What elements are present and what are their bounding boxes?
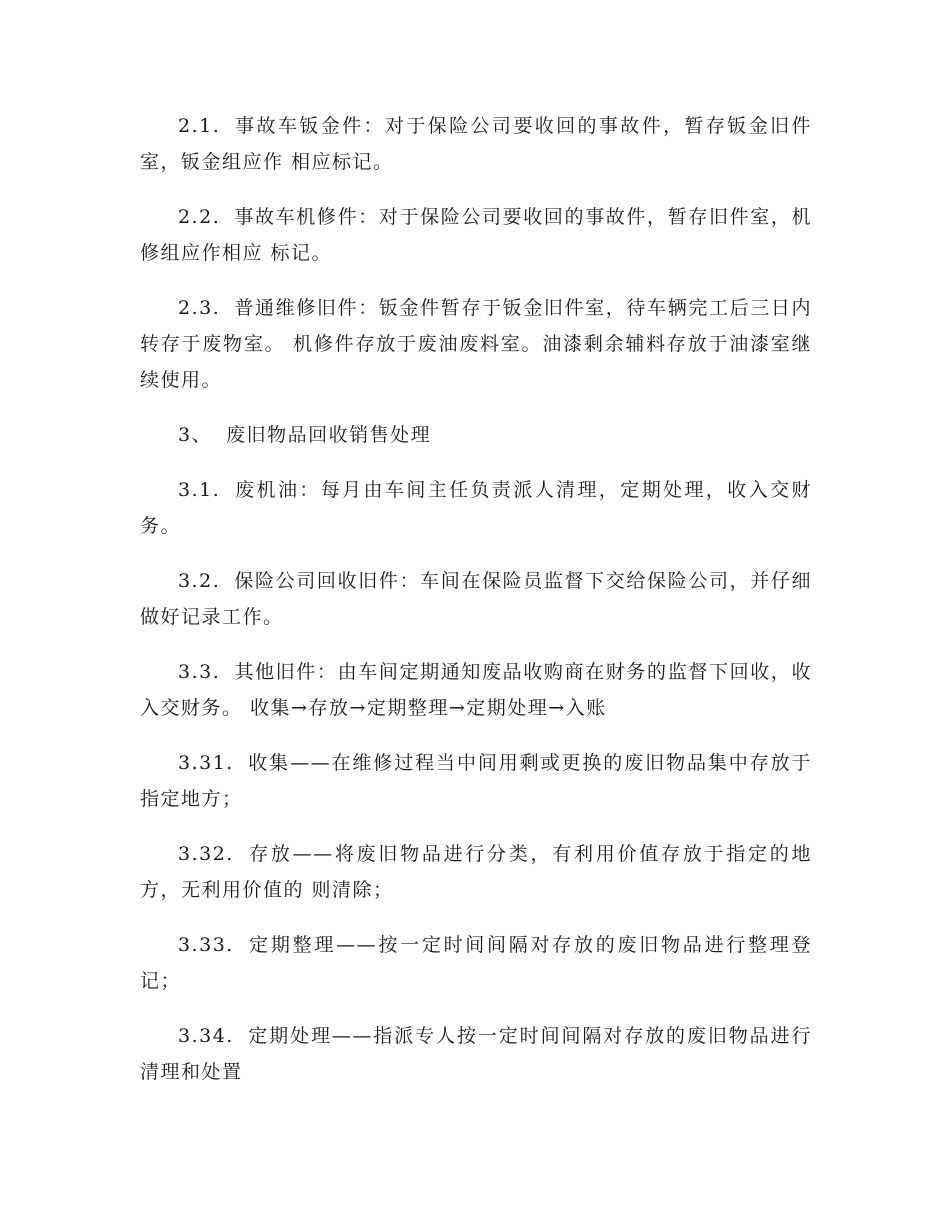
paragraph-text: 收集——在维修过程当中间用剩或更换的废旧物品集中存放于指定地方； xyxy=(140,752,812,810)
paragraph-text: 事故车钣金件：对于保险公司要收回的事故件，暂存钣金旧件室，钣金组应作 相应标记。 xyxy=(140,115,812,173)
paragraph-number: 3.32. xyxy=(178,843,234,865)
paragraph-text: 其他旧件：由车间定期通知废品收购商在财务的监督下回收，收入交财务。 收集→存放→定期整理→定期处理→入账 xyxy=(140,661,812,719)
paragraph-text: 存放——将废旧物品进行分类，有利用价值存放于指定的地方，无利用价值的 则清除； xyxy=(140,843,812,901)
paragraph-text: 废机油：每月由车间主任负责派人清理，定期处理，收入交财务。 xyxy=(140,479,812,537)
paragraph-number: 3.33. xyxy=(178,934,234,956)
section-title: 废旧物品回收销售处理 xyxy=(226,424,432,446)
document-body xyxy=(140,108,812,1109)
paragraph-2-3 xyxy=(140,290,812,398)
paragraph-number: 3.31. xyxy=(178,752,234,774)
paragraph-number: 2.2. xyxy=(178,206,221,228)
paragraph-text: 普通维修旧件：钣金件暂存于钣金旧件室，待车辆完工后三日内转存于废物室。 机修件存放于废油废料室。油漆剩余辅料存放于油漆室继续使用。 xyxy=(140,297,812,391)
paragraph-2-1 xyxy=(140,108,812,180)
paragraph-text: 定期处理——指派专人按一定时间间隔对存放的废旧物品进行清理和处置 xyxy=(140,1025,812,1083)
paragraph-3-33 xyxy=(140,927,812,999)
paragraph-number: 2.3. xyxy=(178,297,221,319)
paragraph-number: 3.1. xyxy=(178,479,221,501)
paragraph-text: 事故车机修件：对于保险公司要收回的事故件，暂存旧件室，机修组应作相应 标记。 xyxy=(140,206,812,264)
section-number: 3、 xyxy=(178,424,213,446)
paragraph-number: 3.34. xyxy=(178,1025,234,1047)
section-heading-3 xyxy=(140,417,812,453)
paragraph-number: 2.1. xyxy=(178,115,221,137)
paragraph-2-2 xyxy=(140,199,812,271)
paragraph-3-31 xyxy=(140,745,812,817)
paragraph-number: 3.3. xyxy=(178,661,221,683)
paragraph-3-1 xyxy=(140,472,812,544)
paragraph-number: 3.2. xyxy=(178,570,221,592)
paragraph-text: 保险公司回收旧件：车间在保险员监督下交给保险公司，并仔细做好记录工作。 xyxy=(140,570,812,628)
paragraph-3-34 xyxy=(140,1018,812,1090)
paragraph-text: 定期整理——按一定时间间隔对存放的废旧物品进行整理登记； xyxy=(140,934,812,992)
paragraph-3-2 xyxy=(140,563,812,635)
paragraph-3-32 xyxy=(140,836,812,908)
paragraph-3-3 xyxy=(140,654,812,726)
